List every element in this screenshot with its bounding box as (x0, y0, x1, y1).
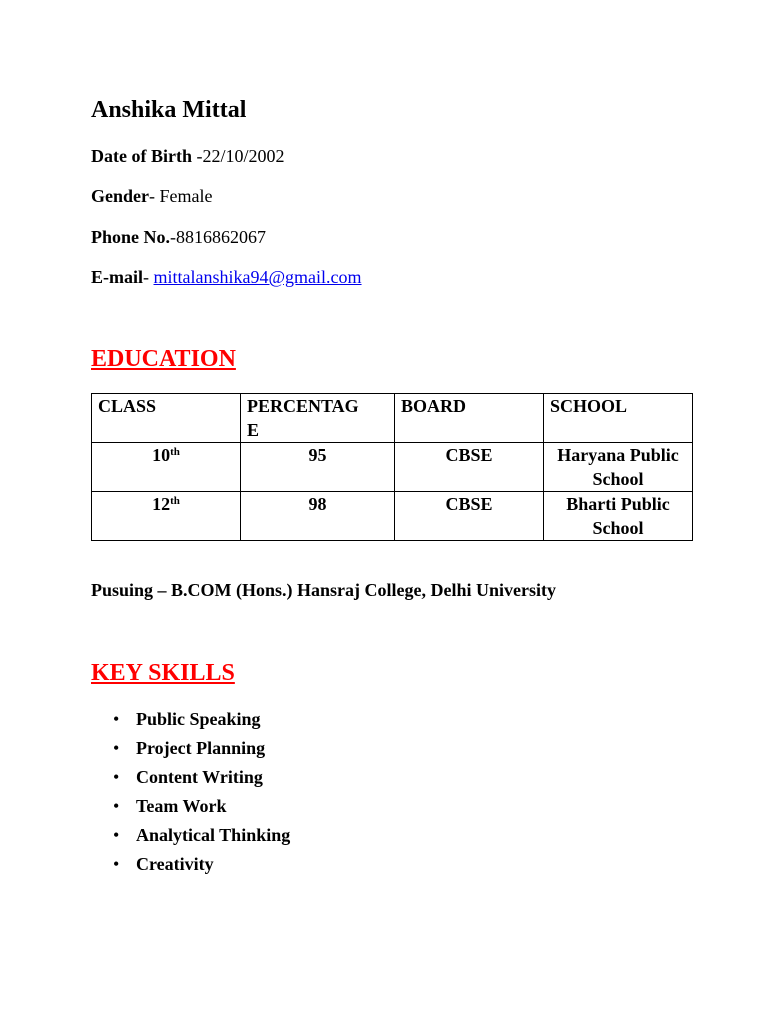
list-item (91, 765, 290, 794)
phone-line (91, 226, 266, 248)
percentage-cell: 98 (241, 492, 395, 541)
dob-value: -22/10/2002 (191, 146, 285, 166)
list-item (91, 823, 290, 852)
list-item (91, 707, 290, 736)
phone-label: Phone No. (91, 227, 171, 247)
table-row (92, 443, 693, 492)
skill-label: Creativity (136, 854, 214, 874)
school-cell: Haryana Public School (544, 443, 693, 492)
column-header-board: BOARD (395, 394, 544, 443)
class-suffix: th (170, 446, 180, 458)
key-skills-heading: KEY SKILLS (91, 660, 235, 686)
skill-label: Content Writing (136, 767, 263, 787)
bullet-icon: • (113, 796, 120, 816)
board-cell: CBSE (395, 443, 544, 492)
list-item (91, 852, 290, 881)
bullet-icon: • (113, 767, 120, 787)
email-link[interactable]: mittalanshika94@gmail.com (153, 267, 362, 287)
phone-value: -8816862067 (170, 227, 267, 247)
percentage-cell: 95 (241, 443, 395, 492)
email-label: E-mail (91, 267, 143, 287)
class-cell (92, 443, 241, 492)
bullet-icon: • (113, 738, 120, 758)
column-header-percentage: PERCENTAG E (241, 394, 395, 443)
school-cell: Bharti Public School (544, 492, 693, 541)
education-table (91, 393, 693, 541)
skill-label: Project Planning (136, 738, 266, 758)
gender-value: - Female (149, 186, 213, 206)
bullet-icon: • (113, 709, 120, 729)
column-header-class: CLASS (92, 394, 241, 443)
skill-label: Analytical Thinking (136, 825, 291, 845)
class-number: 10 (152, 445, 171, 465)
table-row (92, 492, 693, 541)
column-header-school: SCHOOL (544, 394, 693, 443)
dob-label: Date of Birth (91, 146, 192, 166)
list-item (91, 736, 290, 765)
skill-label: Team Work (136, 796, 227, 816)
candidate-name: Anshika Mittal (91, 97, 247, 123)
class-cell (92, 492, 241, 541)
education-heading: EDUCATION (91, 346, 236, 372)
pursuing-line: Pusuing – B.COM (Hons.) Hansraj College, Delhi University (91, 580, 557, 600)
list-item (91, 794, 290, 823)
skills-list (91, 707, 290, 881)
class-number: 12 (152, 494, 171, 514)
bullet-icon: • (113, 854, 120, 874)
gender-label: Gender (91, 186, 149, 206)
dob-line (91, 145, 284, 167)
email-line (91, 266, 362, 288)
gender-line (91, 185, 212, 207)
bullet-icon: • (113, 825, 120, 845)
table-header-row (92, 394, 693, 443)
skill-label: Public Speaking (136, 709, 261, 729)
class-suffix: th (170, 495, 180, 507)
email-separator: - (143, 267, 154, 287)
board-cell: CBSE (395, 492, 544, 541)
